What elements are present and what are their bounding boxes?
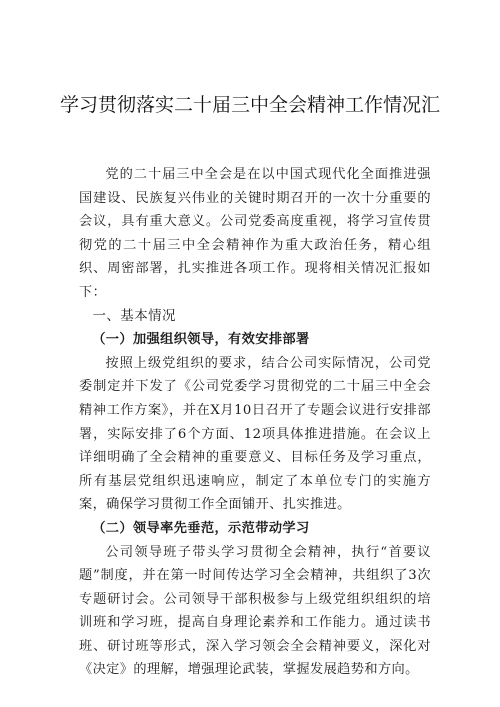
document-body bbox=[79, 163, 431, 682]
section-heading-basic-situation: 一、基本情况 bbox=[92, 307, 176, 324]
intro-paragraph: 党的二十届三中全会是在以中国式现代化全面推进强国建设、民族复兴伟业的关键时期召开的一次十分重要的会议，具有重大意义。公司党委高度重视，将学习宣传贯彻党的二十届三中全会精神作为重大政治任务，精心组织、周密部署，扎实推进各项工作。现将相关情况汇报如下： bbox=[79, 167, 431, 300]
document-title: 学习贯彻落实二十届三中全会精神工作情况汇 bbox=[59, 94, 440, 116]
subsection-1-paragraph: 按照上级党组织的要求，结合公司实际情况，公司党委制定并下发了《公司党委学习贯彻党的二十届三中全会精神工作方案》，并在X月10日召开了专题会议进行安排部署，实际安排了6个方面、12项具体推进措施。在会议上详细明确了全会精神的重要意义、目标任务及学习重点，所有基层党组织迅速响应，制定了本单位专门的实施方案，确保学习贯彻工作全面铺开、扎实推进。 bbox=[79, 355, 431, 513]
subsection-heading-1: （一）加强组织领导，有效安排部署 bbox=[92, 332, 310, 348]
subsection-heading-2: （二）领导率先垂范，示范带动学习 bbox=[92, 520, 310, 536]
subsection-2-paragraph: 公司领导班子带头学习贯彻全会精神，执行“首要议题”制度，并在第一时间传达学习全会精神，共组织了3次专题研讨会。公司领导干部积极参与上级党组织组织的培训班和学习班，提高自身理论素养和工作能力。通过读书班、研讨班等形式，深入学习领会全会精神要义，深化对《决定》的理解，增强理论武装，掌握发展趋势和方向。 bbox=[79, 544, 431, 678]
